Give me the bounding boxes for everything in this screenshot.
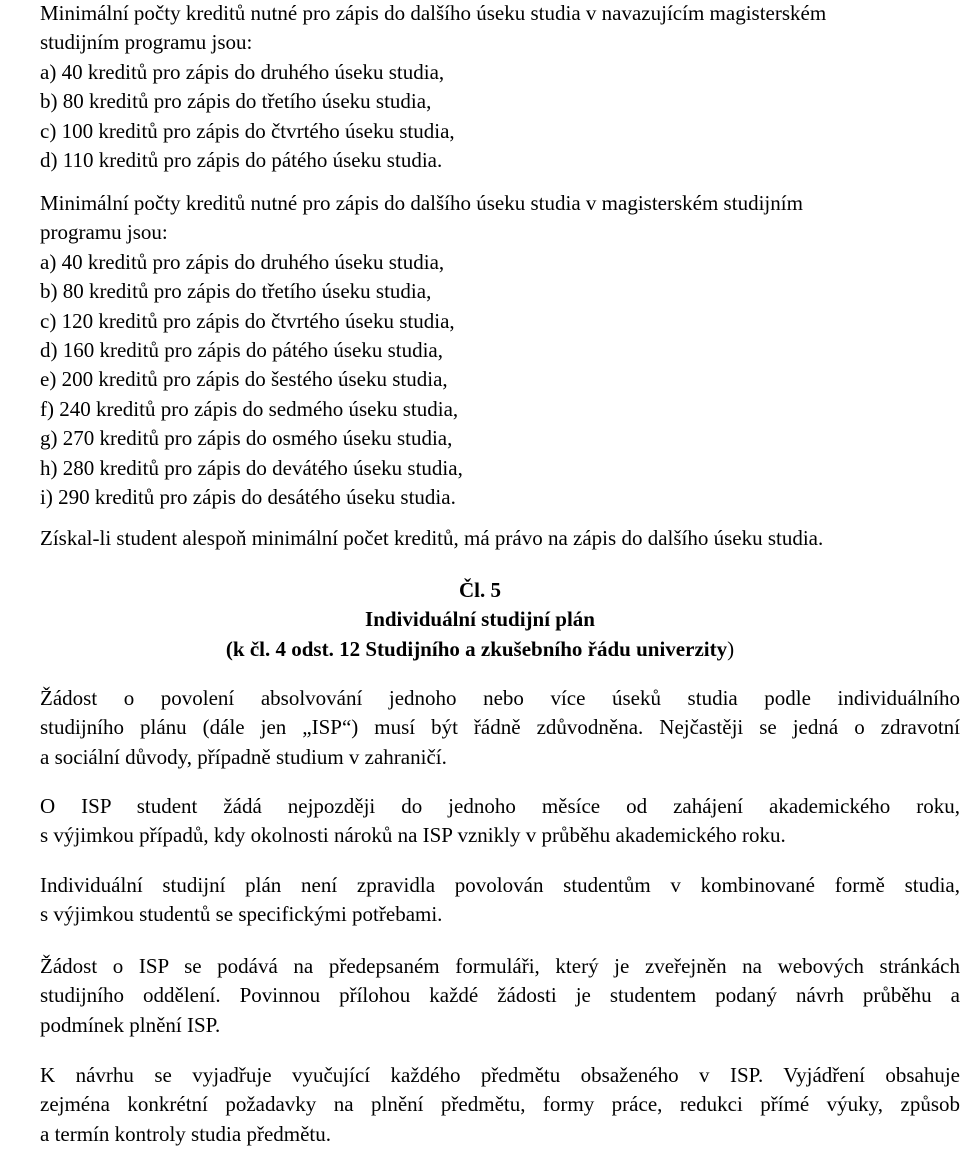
list-item: b) 80 kreditů pro zápis do třetího úseku studia, — [40, 279, 432, 304]
list-item: a) 40 kreditů pro zápis do druhého úseku studia, — [40, 249, 445, 274]
article5-paragraph-4 — [6, 952, 960, 1040]
paragraph-line: Žádost o povolení absolvování jednoho nebo více úseků studia podle individuálního — [40, 686, 960, 710]
paragraph-line: studijního plánu (dále jen „ISP“) musí být řádně zdůvodněna. Nejčastěji se jedná o zdravotní — [40, 715, 960, 740]
list-item: i) 290 kreditů pro zápis do desátého úseku studia. — [40, 485, 456, 510]
list-item: g) 270 kreditů pro zápis do osmého úseku studia, — [40, 426, 453, 451]
paragraph-3 — [6, 189, 960, 512]
article-subtitle-close: ) — [727, 636, 735, 661]
article5-paragraph-3 — [6, 871, 960, 930]
list-item: e) 200 kreditů pro zápis do šestého úseku studia, — [40, 367, 448, 392]
article-heading — [0, 576, 960, 664]
paragraph-line: s výjimkou studentů se specifickými potřebami. — [40, 902, 443, 927]
paragraph-line: Individuální studijní plán není zpravidla povolován studentům v kombinované formě studia, — [40, 873, 960, 897]
list-item: b) 80 kreditů pro zápis do třetího úseku studia, — [40, 89, 432, 114]
article5-paragraph-5 — [6, 1061, 960, 1149]
article5-paragraph-2 — [6, 792, 960, 851]
article-subtitle — [0, 635, 960, 664]
paragraph-text: Minimální počty kreditů nutné pro zápis do dalšího úseku studia v magisterském studijním — [40, 191, 803, 215]
list-item: a) 40 kreditů pro zápis do druhého úseku studia, — [40, 59, 445, 84]
article-subtitle-text: (k čl. 4 odst. 12 Studijního a zkušebního řádu univerzity — [225, 636, 728, 661]
list-item: h) 280 kreditů pro zápis do devátého úseku studia, — [40, 455, 463, 480]
article-title: Individuální studijní plán — [365, 607, 595, 632]
paragraph-text: Minimální počty kreditů nutné pro zápis do dalšího úseku studia v navazujícím magisterském — [40, 1, 827, 25]
paragraph-line: podmínek plnění ISP. — [40, 1012, 221, 1037]
paragraph-line: zejména konkrétní požadavky na plnění předmětu, formy práce, redukci přímé výuky, způsob — [40, 1092, 960, 1117]
paragraph-4 — [6, 524, 960, 553]
paragraph-line: K návrhu se vyjadřuje vyučující každého předmětu obsaženého v ISP. Vyjádření obsahuje — [40, 1063, 960, 1087]
list-item: c) 120 kreditů pro zápis do čtvrtého úseku studia, — [40, 308, 455, 333]
paragraph-2 — [6, 0, 960, 175]
paragraph-line: a sociální důvody, případně studium v zahraničí. — [40, 744, 447, 769]
paragraph-text: programu jsou: — [40, 220, 168, 245]
paragraph-line: s výjimkou případů, kdy okolnosti nároků na ISP vznikly v průběhu akademického roku. — [40, 823, 786, 848]
paragraph-text: Získal-li student alespoň minimální počet kreditů, má právo na zápis do dalšího úseku studia. — [40, 526, 824, 550]
paragraph-text: studijním programu jsou: — [40, 30, 253, 55]
paragraph-line: Žádost o ISP se podává na předepsaném formuláři, který je zveřejněn na webových stránkách — [40, 954, 960, 978]
article-label: Čl. 5 — [459, 578, 501, 602]
article5-paragraph-1 — [6, 684, 960, 772]
paragraph-line: a termín kontroly studia předmětu. — [40, 1121, 332, 1146]
list-item: c) 100 kreditů pro zápis do čtvrtého úseku studia, — [40, 118, 455, 143]
list-item: d) 160 kreditů pro zápis do pátého úseku studia, — [40, 338, 443, 363]
list-item: d) 110 kreditů pro zápis do pátého úseku studia. — [40, 148, 443, 173]
list-item: f) 240 kreditů pro zápis do sedmého úseku studia, — [40, 396, 459, 421]
paragraph-line: O ISP student žádá nejpozději do jednoho měsíce od zahájení akademického roku, — [40, 794, 960, 818]
paragraph-line: studijního oddělení. Povinnou přílohou každé žádosti je studentem podaný návrh průběhu a — [40, 983, 960, 1008]
